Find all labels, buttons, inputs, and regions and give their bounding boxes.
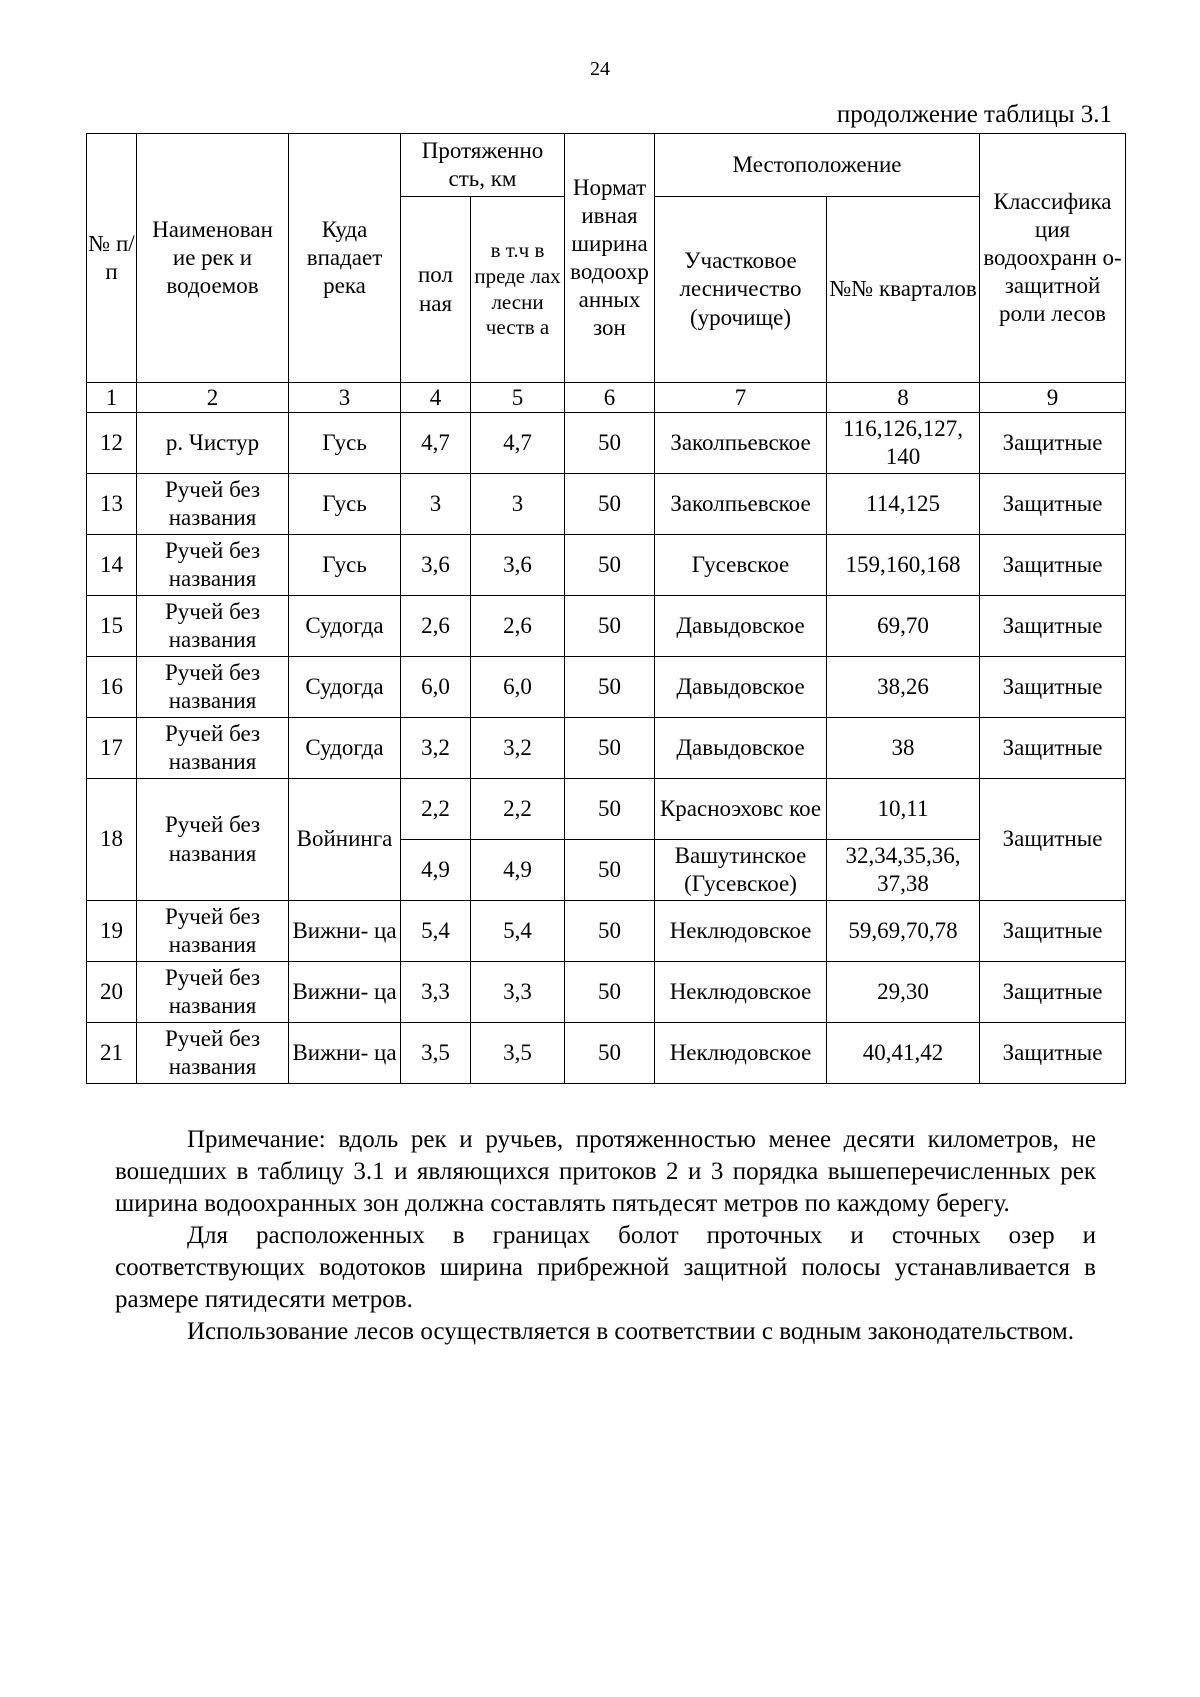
- cell-quarters: 32,34,35,36, 37,38: [827, 840, 980, 901]
- table-row: [87, 962, 1126, 1023]
- cell-classification: Защитные: [980, 718, 1126, 779]
- cell-quarters: 114,125: [827, 474, 980, 535]
- cell-length-forestry: 3,2: [471, 718, 565, 779]
- cell-num: 13: [87, 474, 137, 535]
- cell-width: 50: [565, 779, 655, 840]
- cell-quarters: 38: [827, 718, 980, 779]
- cell-flows-into: Вижни- ца: [289, 901, 401, 962]
- cell-width: 50: [565, 1023, 655, 1084]
- cell-district: Вашутинское (Гусевское): [655, 840, 827, 901]
- table-row: [87, 901, 1126, 962]
- column-number: 5: [471, 383, 565, 413]
- cell-quarters: 38,26: [827, 657, 980, 718]
- note-paragraph: Примечание: вдоль рек и ручьев, протяженностью менее десяти километров, не вошедших в таблицу 3.1 и являющихся притоков 2 и 3 порядка вышеперечисленных рек ширина водоохранных зон должна составлять пятьдесят метров по каждому берегу.: [115, 1126, 1096, 1217]
- cell-length-forestry: 5,4: [471, 901, 565, 962]
- cell-classification: Защитные: [980, 535, 1126, 596]
- cell-classification: Защитные: [980, 596, 1126, 657]
- cell-width: 50: [565, 962, 655, 1023]
- cell-flows-into: Вижни- ца: [289, 962, 401, 1023]
- cell-classification: Защитные: [980, 657, 1126, 718]
- cell-length-forestry: 2,6: [471, 596, 565, 657]
- cell-length-forestry: 4,9: [471, 840, 565, 901]
- cell-length-full: 3: [401, 474, 471, 535]
- cell-width: 50: [565, 901, 655, 962]
- cell-district: Красноэховс кое: [655, 779, 827, 840]
- table-row: [87, 596, 1126, 657]
- cell-length-forestry: 3,3: [471, 962, 565, 1023]
- header-flows-into: Куда впадает река: [289, 134, 401, 383]
- page-number: 24: [590, 58, 610, 80]
- cell-flows-into: Судогда: [289, 596, 401, 657]
- cell-width: 50: [565, 474, 655, 535]
- header-location: Местоположение: [655, 134, 980, 197]
- cell-num: 16: [87, 657, 137, 718]
- cell-width: 50: [565, 596, 655, 657]
- column-number: 3: [289, 383, 401, 413]
- table-continuation-caption: продолжение таблицы 3.1: [836, 101, 1112, 128]
- cell-classification: Защитные: [980, 1023, 1126, 1084]
- cell-length-forestry: 3,5: [471, 1023, 565, 1084]
- cell-name: Ручей без названия: [137, 962, 289, 1023]
- cell-width: 50: [565, 840, 655, 901]
- cell-num: 17: [87, 718, 137, 779]
- cell-quarters: 59,69,70,78: [827, 901, 980, 962]
- cell-quarters: 40,41,42: [827, 1023, 980, 1084]
- cell-num: 18: [87, 779, 137, 901]
- cell-num: 21: [87, 1023, 137, 1084]
- note-paragraph: Использование лесов осуществляется в соответствии с водным законодательством.: [187, 1318, 1074, 1345]
- column-number: 8: [827, 383, 980, 413]
- cell-district: Неклюдовское: [655, 962, 827, 1023]
- column-number: 4: [401, 383, 471, 413]
- cell-name: Ручей без названия: [137, 779, 289, 901]
- cell-width: 50: [565, 718, 655, 779]
- cell-flows-into: Гусь: [289, 474, 401, 535]
- cell-flows-into: Гусь: [289, 413, 401, 474]
- cell-length-full: 3,6: [401, 535, 471, 596]
- cell-classification: Защитные: [980, 779, 1126, 901]
- cell-name: Ручей без названия: [137, 596, 289, 657]
- table-row: [87, 718, 1126, 779]
- cell-district: Неклюдовское: [655, 901, 827, 962]
- cell-width: 50: [565, 657, 655, 718]
- cell-flows-into: Войнинга: [289, 779, 401, 901]
- cell-classification: Защитные: [980, 413, 1126, 474]
- cell-length-full: 3,3: [401, 962, 471, 1023]
- cell-num: 19: [87, 901, 137, 962]
- cell-length-full: 2,6: [401, 596, 471, 657]
- cell-quarters: 10,11: [827, 779, 980, 840]
- cell-flows-into: Гусь: [289, 535, 401, 596]
- column-number: 6: [565, 383, 655, 413]
- cell-length-forestry: 6,0: [471, 657, 565, 718]
- column-number: 7: [655, 383, 827, 413]
- cell-name: Ручей без названия: [137, 718, 289, 779]
- cell-quarters: 116,126,127, 140: [827, 413, 980, 474]
- cell-district: Неклюдовское: [655, 1023, 827, 1084]
- cell-name: Ручей без названия: [137, 535, 289, 596]
- cell-num: 15: [87, 596, 137, 657]
- table-row: [87, 657, 1126, 718]
- cell-length-forestry: 3,6: [471, 535, 565, 596]
- cell-name: Ручей без названия: [137, 657, 289, 718]
- cell-district: Давыдовское: [655, 718, 827, 779]
- header-quarters: №№ кварталов: [827, 197, 980, 383]
- header-name: Наименован ие рек и водоемов: [137, 134, 289, 383]
- header-district: Участковое лесничество (урочище): [655, 197, 827, 383]
- cell-length-full: 5,4: [401, 901, 471, 962]
- table-row: [87, 535, 1126, 596]
- table-row: [87, 1023, 1126, 1084]
- cell-length-full: 6,0: [401, 657, 471, 718]
- header-length-forestry: в т.ч в преде лах лесни честв а: [471, 197, 565, 383]
- water-bodies-table: [86, 133, 1126, 1084]
- column-number: 1: [87, 383, 137, 413]
- cell-length-forestry: 2,2: [471, 779, 565, 840]
- cell-district: Гусевское: [655, 535, 827, 596]
- column-number: 9: [980, 383, 1126, 413]
- cell-classification: Защитные: [980, 901, 1126, 962]
- cell-num: 12: [87, 413, 137, 474]
- cell-district: Заколпьевское: [655, 474, 827, 535]
- table-row: [87, 474, 1126, 535]
- cell-flows-into: Судогда: [289, 657, 401, 718]
- cell-name: р. Чистур: [137, 413, 289, 474]
- cell-district: Заколпьевское: [655, 413, 827, 474]
- cell-quarters: 69,70: [827, 596, 980, 657]
- header-classification: Классифика ция водоохранн о-защитной роли лесов: [980, 134, 1126, 383]
- cell-district: Давыдовское: [655, 657, 827, 718]
- cell-length-full: 4,9: [401, 840, 471, 901]
- cell-flows-into: Вижни- ца: [289, 1023, 401, 1084]
- cell-length-forestry: 3: [471, 474, 565, 535]
- cell-name: Ручей без названия: [137, 474, 289, 535]
- header-length-full: пол ная: [401, 197, 471, 383]
- cell-length-full: 2,2: [401, 779, 471, 840]
- column-number-row: [87, 383, 1126, 413]
- note-paragraph: Для расположенных в границах болот проточных и сточных озер и соответствующих водотоков ширина прибрежной защитной полосы устанавливается в размере пятидесяти метров.: [115, 1222, 1096, 1313]
- cell-length-full: 4,7: [401, 413, 471, 474]
- table-row: [87, 413, 1126, 474]
- header-length: Протяженно сть, км: [401, 134, 565, 197]
- cell-length-full: 3,2: [401, 718, 471, 779]
- notes-section: [115, 1124, 1096, 1348]
- cell-name: Ручей без названия: [137, 901, 289, 962]
- cell-name: Ручей без названия: [137, 1023, 289, 1084]
- column-number: 2: [137, 383, 289, 413]
- cell-quarters: 29,30: [827, 962, 980, 1023]
- cell-width: 50: [565, 535, 655, 596]
- table-row: [87, 779, 1126, 840]
- cell-num: 14: [87, 535, 137, 596]
- cell-length-full: 3,5: [401, 1023, 471, 1084]
- cell-district: Давыдовское: [655, 596, 827, 657]
- header-num: № п/п: [87, 134, 137, 383]
- cell-width: 50: [565, 413, 655, 474]
- cell-length-forestry: 4,7: [471, 413, 565, 474]
- cell-quarters: 159,160,168: [827, 535, 980, 596]
- cell-classification: Защитные: [980, 962, 1126, 1023]
- cell-classification: Защитные: [980, 474, 1126, 535]
- header-width: Нормат ивная ширина водоохр анных зон: [565, 134, 655, 383]
- cell-flows-into: Судогда: [289, 718, 401, 779]
- cell-num: 20: [87, 962, 137, 1023]
